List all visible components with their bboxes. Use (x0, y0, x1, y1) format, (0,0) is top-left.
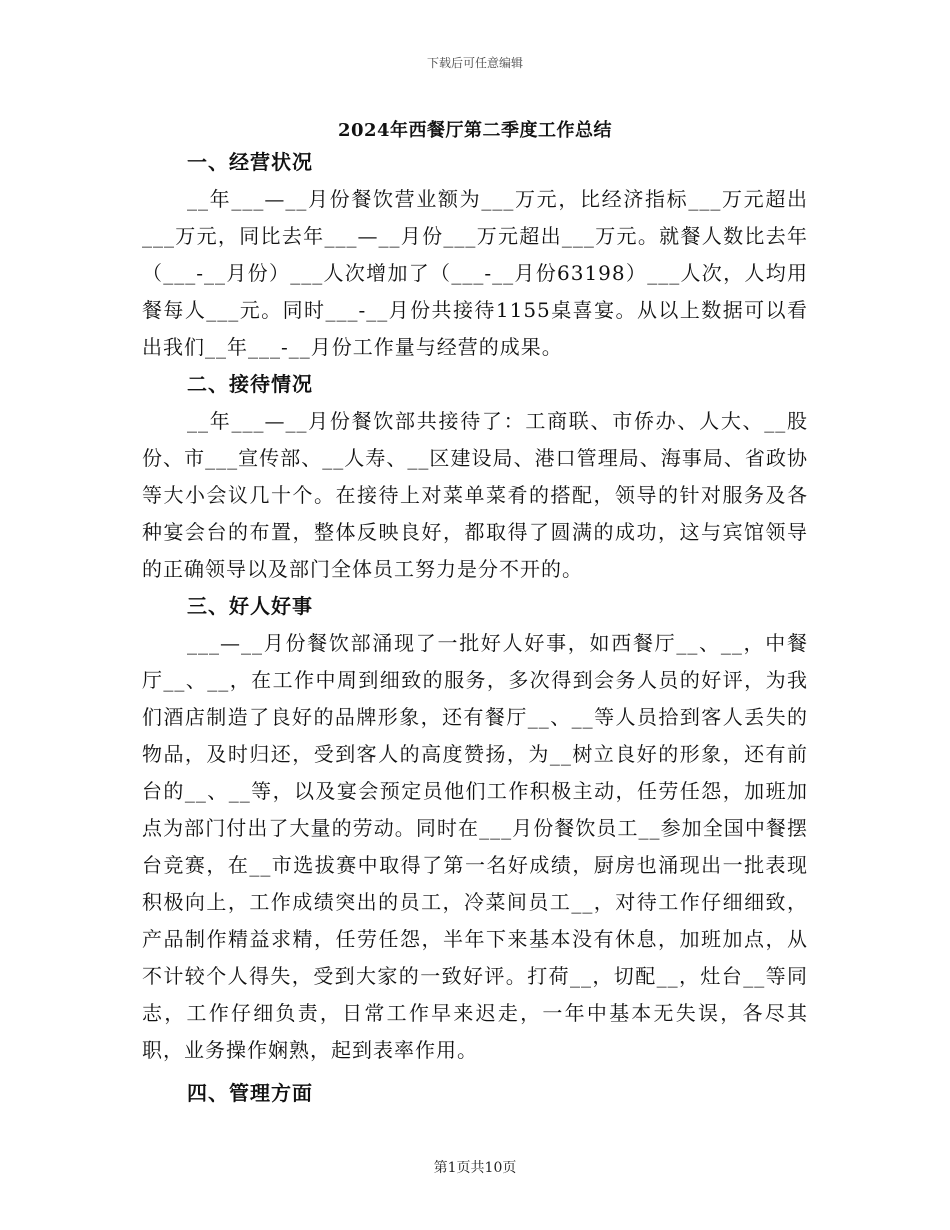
section-heading-operations: 一、经营状况 (187, 150, 313, 174)
section-paragraph-reception: __年___—__月份餐饮部共接待了：工商联、市侨办、人大、__股份、市___宣传部、__人寿、__区建设局、港口管理局、海事局、省政协等大小会议几十个。在接待上对菜单菜肴的搭配，领导的针对服务及各种宴会台的布置，整体反映良好，都取得了圆满的成功，这与宾馆领导的正确领导以及部门全体员工努力是分不开的。 (142, 409, 808, 581)
section-paragraph-good-deeds: ___—__月份餐饮部涌现了一批好人好事，如西餐厅__、__，中餐厅__、__，在工作中周到细致的服务，多次得到会务人员的好评，为我们酒店制造了良好的品牌形象，还有餐厅__、__等人员拾到客人丢失的物品，及时归还，受到客人的高度赞扬，为__树立良好的形象，还有前台的__、__等，以及宴会预定员他们工作积极主动，任劳任怨，加班加点为部门付出了大量的劳动。同时在___月份餐饮员工__参加全国中餐摆台竞赛，在__市选拔赛中取得了第一名好成绩，厨房也涌现出一批表现积极向上，工作成绩突出的员工，冷菜间员工__，对待工作仔细细致，产品制作精益求精，任劳任怨，半年下来基本没有休息，加班加点，从不计较个人得失，受到大家的一致好评。打荷__，切配__，灶台__等同志，工作仔细负责，日常工作早来迟走，一年中基本无失误，各尽其职，业务操作娴熟，起到表率作用。 (142, 631, 808, 1062)
section-paragraph-operations: __年___—__月份餐饮营业额为___万元，比经济指标___万元超出___万元，同比去年___—__月份___万元超出___万元。就餐人数比去年（___-__月份）___人次增加了（___-__月份63198）___人次，人均用餐每人___元。同时___-__月份共接待1155桌喜宴。从以上数据可以看出我们__年___-__月份工作量与经营的成果。 (142, 187, 808, 359)
section-heading-management: 四、管理方面 (187, 1081, 313, 1105)
document-body (142, 144, 808, 1112)
page-number-footer: 第1页共10页 (433, 1160, 517, 1176)
section-heading-reception: 二、接待情况 (187, 372, 313, 396)
page-header-note: 下载后可任意编辑 (426, 56, 523, 70)
document-title: 2024年西餐厅第二季度工作总结 (337, 120, 613, 141)
section-heading-good-deeds: 三、好人好事 (187, 594, 313, 618)
